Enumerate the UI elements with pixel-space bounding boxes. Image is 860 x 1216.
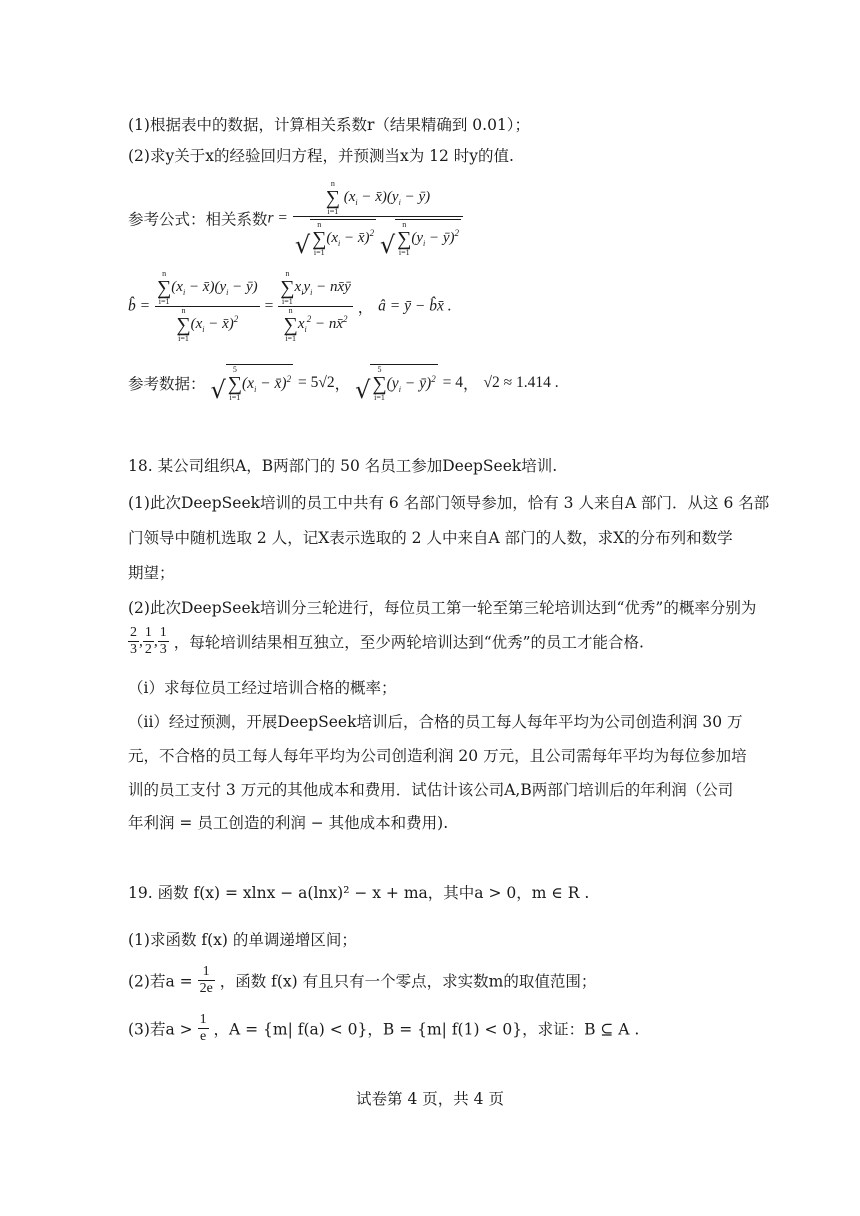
data-value-2: = 4 bbox=[442, 374, 463, 391]
q17-part1: (1)根据表中的数据，计算相关系数r（结果精确到 0.01）； bbox=[128, 116, 531, 134]
q17-formula-b: b̂ = n ∑ i=1 ($x_i$ − $x̄)(y_i$ − ȳ) n ∑ i=1 ($x_i$ − x̄)$^2$ = n ∑ i=1 $x_iy_i$ − nx̄ȳ n ∑ i=1 $x_i^2$ − nx̄$^2$ ， â = ȳ − b̂x̄ . bbox=[128, 269, 452, 343]
q18-sub-ii-line4: 年利润 = 员工创造的利润 − 其他成本和费用). bbox=[128, 814, 449, 832]
page-footer: 试卷第 4 页，共 4 页 bbox=[356, 1090, 504, 1108]
q18-part1-line3: 期望； bbox=[128, 564, 175, 582]
data-sqrt-x: √ 5 ∑ i=1 ($x_i$ − x̄)$^2$ bbox=[210, 365, 292, 404]
q18-part1-line1: (1)此次DeepSeek培训的员工中共有 6 名部门领导参加，恰有 3 人来自A 部门．从这 6 名部 bbox=[128, 494, 770, 512]
data-sqrt-y: √ 5 ∑ i=1 ($y_i$ − ȳ)$^2$ bbox=[355, 365, 436, 404]
q18-part2-tail: ，每轮培训结果相互独立，至少两轮培训达到“优秀”的员工才能合格. bbox=[173, 633, 644, 652]
q19-part2: (2)若a = $\frac{1}{2e}$ ，函数 f(x) 有且只有一个零点，求实数m的取值范围； bbox=[128, 964, 597, 996]
q18-sub-i: （i）求每位员工经过培训合格的概率； bbox=[128, 679, 397, 697]
formula-r-fraction: n ∑ i=1 ($x_i$ − $x̄)(y_i$ − ȳ) √ n ∑ i=1 ($x_i$ − x̄)$^2$ √ n ∑ i=1 ($y_i$ − ȳ)$^2$ bbox=[293, 180, 463, 257]
q19-part3-fraction: $\frac{1}{e}$ bbox=[199, 1012, 207, 1044]
q18-sub-ii-line3: 训的员工支付 3 万元的其他成本和费用．试估计该公司A,B两部门培训后的年利润（公司 bbox=[128, 781, 734, 799]
data-value-1: = 5√2 bbox=[298, 374, 335, 391]
q18-part2-line2: $\frac{2}{3}$ , $\frac{1}{2}$ , $\frac{1}{3}$ ，每轮培训结果相互独立，至少两轮培训达到“优秀”的员工才能合格. bbox=[130, 625, 644, 657]
q18-sub-ii-line2: 元，不合格的员工每人每年平均为公司创造利润 20 万元，且公司需每年平均为每位参加培 bbox=[128, 747, 747, 765]
q19-stem: 19. 函数 f(x) = xlnx − a(lnx)² − x + ma，其中a > 0，m ∈ R . bbox=[128, 884, 590, 902]
q18-part2-line1: (2)此次DeepSeek培训分三轮进行，每位员工第一轮至第三轮培训达到“优秀”的概率分别为 bbox=[128, 599, 757, 617]
frac1-den: 3 bbox=[130, 642, 137, 657]
data-label: 参考数据： bbox=[128, 375, 206, 393]
prob-fraction-3: $\frac{1}{3}$ bbox=[159, 625, 167, 657]
frac1-num: 2 bbox=[130, 625, 137, 640]
data-value-3: √2 ≈ 1.414 . bbox=[483, 374, 559, 391]
q19-part3: (3)若a > $\frac{1}{e}$ ，A = {m| f(a) < 0}，B = {m| f(1) < 0}，求证：B ⊆ A . bbox=[128, 1012, 640, 1044]
prob-fraction-2: $\frac{1}{2}$ bbox=[144, 625, 152, 657]
q17-reference-data: 参考数据： √ 5 ∑ i=1 ($x_i$ − x̄)$^2$ = 5√2， √ 5 ∑ i=1 ($y_i$ − ȳ)$^2$ = 4， √2 ≈ 1.414 . bbox=[128, 365, 559, 404]
formula-r-lhs: r = bbox=[267, 209, 288, 227]
q18-sub-ii-line1: （ii）经过预测，开展DeepSeek培训后，合格的员工每人每年平均为公司创造利润 30 万 bbox=[128, 713, 743, 731]
q19-part2-fraction: $\frac{1}{2e}$ bbox=[199, 964, 213, 996]
formula-b-frac2: n ∑ i=1 $x_iy_i$ − nx̄ȳ n ∑ i=1 $x_i^2$ − nx̄$^2$ bbox=[280, 269, 351, 343]
q17-part2: (2)求y关于x的经验回归方程，并预测当x为 12 时y的值. bbox=[128, 147, 514, 165]
formula-label: 参考公式：相关系数 bbox=[128, 210, 268, 229]
q17-formula-r bbox=[128, 180, 463, 257]
formula-a: â = ȳ − b̂x̄ . bbox=[378, 297, 452, 315]
formula-b-frac1: n ∑ i=1 ($x_i$ − $x̄)(y_i$ − ȳ) n ∑ i=1 ($x_i$ − x̄)$^2$ bbox=[157, 269, 258, 343]
prob-fraction-1 bbox=[128, 625, 139, 658]
q18-part1-line2: 门领导中随机选取 2 人，记X表示选取的 2 人中来自A 部门的人数，求X的分布列和数学 bbox=[128, 529, 733, 547]
q19-part1: (1)求函数 f(x) 的单调递增区间； bbox=[128, 931, 357, 949]
q18-stem: 18. 某公司组织A，B两部门的 50 名员工参加DeepSeek培训. bbox=[128, 457, 558, 475]
